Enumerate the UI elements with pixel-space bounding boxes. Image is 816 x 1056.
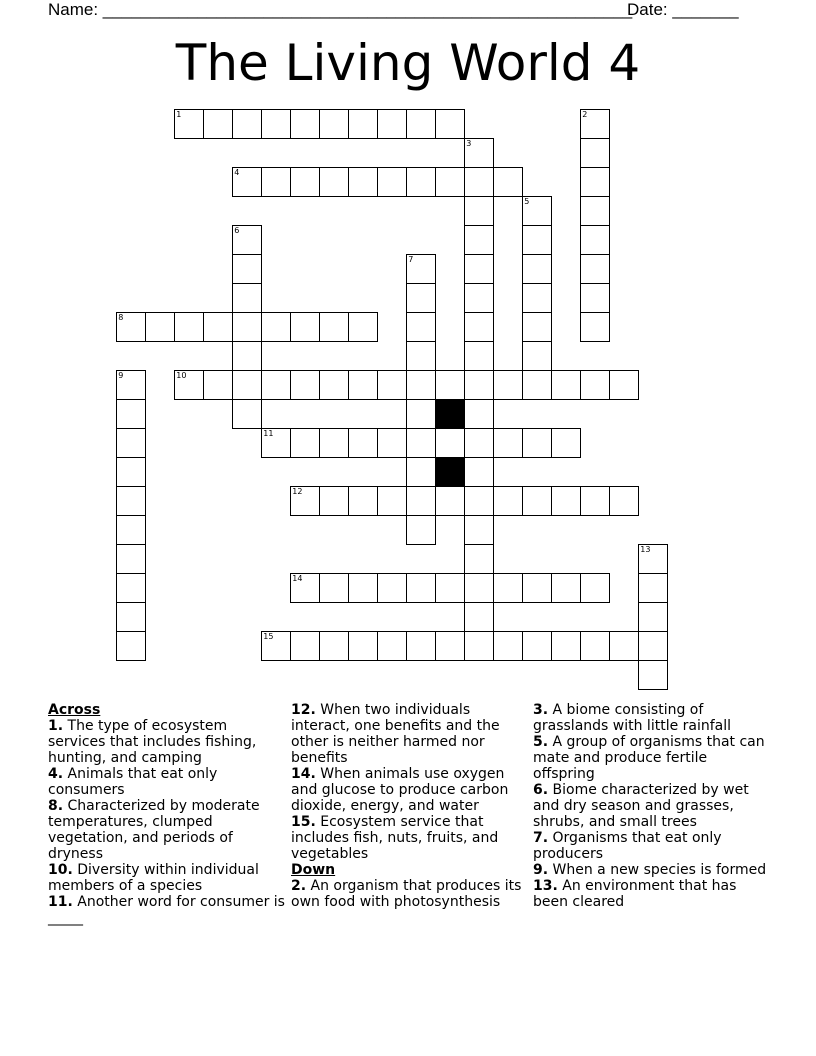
crossword-cell[interactable] — [522, 283, 552, 313]
crossword-cell[interactable] — [551, 631, 581, 661]
crossword-cell[interactable] — [551, 573, 581, 603]
crossword-cell[interactable] — [464, 602, 494, 632]
crossword-cell[interactable] — [464, 196, 494, 226]
clue-number: 12 — [292, 487, 303, 497]
crossword-cell[interactable] — [435, 109, 465, 139]
crossword-cell[interactable] — [522, 428, 552, 458]
crossword-cell[interactable] — [551, 370, 581, 400]
crossword-cell[interactable] — [638, 602, 668, 632]
clue-number: 8 — [118, 313, 124, 323]
crossword-cell[interactable] — [116, 486, 146, 516]
clue-number: 6. — [533, 782, 549, 798]
crossword-cell[interactable] — [435, 428, 465, 458]
crossword-cell[interactable] — [609, 631, 639, 661]
crossword-cell[interactable] — [174, 109, 204, 139]
crossword-cell[interactable] — [290, 312, 320, 342]
clue-number: 4 — [234, 168, 240, 178]
clue-item — [533, 702, 773, 734]
crossword-cell[interactable] — [203, 370, 233, 400]
crossword-cell[interactable] — [493, 631, 523, 661]
crossword-cell[interactable] — [522, 573, 552, 603]
clue-number: 14 — [292, 574, 303, 584]
crossword-cell[interactable] — [464, 312, 494, 342]
clue-number: 2 — [582, 110, 588, 120]
clue-number: 10. — [48, 862, 73, 878]
crossword-cell[interactable] — [261, 631, 291, 661]
crossword-cell[interactable] — [464, 341, 494, 371]
crossword-cell[interactable] — [522, 225, 552, 255]
crossword-cell[interactable] — [174, 312, 204, 342]
across-heading: Across — [48, 702, 101, 718]
crossword-cell[interactable] — [232, 341, 262, 371]
crossword-cell[interactable] — [261, 370, 291, 400]
crossword-cell[interactable] — [348, 109, 378, 139]
crossword-cell[interactable] — [319, 428, 349, 458]
clue-text: The type of ecosystem services that includes fishing, hunting, and camping — [48, 718, 257, 766]
crossword-cell[interactable] — [116, 573, 146, 603]
name-field-label: Name: ________________________________________________________ — [48, 0, 633, 19]
crossword-cell[interactable] — [319, 370, 349, 400]
crossword-cell[interactable] — [290, 370, 320, 400]
crossword-cell[interactable] — [580, 370, 610, 400]
crossword-cell[interactable] — [290, 167, 320, 197]
crossword-cell[interactable] — [319, 312, 349, 342]
crossword-cell[interactable] — [522, 341, 552, 371]
clue-number: 3. — [533, 702, 549, 718]
crossword-cell[interactable] — [232, 312, 262, 342]
crossword-cell[interactable] — [406, 167, 436, 197]
crossword-cell[interactable] — [522, 196, 552, 226]
crossword-cell[interactable] — [580, 138, 610, 168]
clue-text: When a new species is formed — [552, 862, 767, 878]
clue-text: When two individuals interact, one benefits and the other is neither harmed nor benefits — [291, 702, 500, 766]
crossword-cell[interactable] — [406, 254, 436, 284]
clue-item — [533, 878, 773, 910]
crossword-cell[interactable] — [406, 341, 436, 371]
crossword-cell[interactable] — [435, 573, 465, 603]
crossword-cell[interactable] — [464, 138, 494, 168]
crossword-cell[interactable] — [377, 573, 407, 603]
crossword-cell[interactable] — [261, 109, 291, 139]
clue-item — [48, 798, 288, 862]
clue-item — [48, 766, 288, 798]
crossword-cell[interactable] — [377, 109, 407, 139]
crossword-cell[interactable] — [406, 370, 436, 400]
crossword-cell[interactable] — [464, 428, 494, 458]
crossword-cell[interactable] — [261, 167, 291, 197]
clue-number: 7. — [533, 830, 549, 846]
clue-number: 9. — [533, 862, 549, 878]
clue-text: When animals use oxygen and glucose to produce carbon dioxide, energy, and water — [291, 766, 509, 814]
crossword-cell[interactable] — [232, 167, 262, 197]
clue-text: Another word for consumer is _____ — [48, 894, 285, 926]
crossword-cell[interactable] — [522, 486, 552, 516]
clue-number: 15 — [263, 632, 274, 642]
crossword-cell[interactable] — [116, 457, 146, 487]
crossword-cell[interactable] — [377, 428, 407, 458]
crossword-cell[interactable] — [116, 544, 146, 574]
crossword-cell[interactable] — [435, 370, 465, 400]
clue-number: 1 — [176, 110, 182, 120]
crossword-cell[interactable] — [464, 283, 494, 313]
black-cell — [435, 399, 465, 429]
crossword-cell[interactable] — [580, 631, 610, 661]
clue-item — [533, 782, 773, 830]
crossword-cell[interactable] — [406, 631, 436, 661]
crossword-cell[interactable] — [580, 167, 610, 197]
crossword-cell[interactable] — [377, 631, 407, 661]
crossword-cell[interactable] — [435, 486, 465, 516]
crossword-cell[interactable] — [638, 631, 668, 661]
crossword-cell[interactable] — [464, 167, 494, 197]
clue-number: 5 — [524, 197, 530, 207]
crossword-cell[interactable] — [638, 573, 668, 603]
crossword-cell[interactable] — [464, 573, 494, 603]
crossword-cell[interactable] — [261, 428, 291, 458]
crossword-cell[interactable] — [406, 109, 436, 139]
crossword-cell[interactable] — [406, 486, 436, 516]
crossword-cell[interactable] — [580, 109, 610, 139]
crossword-cell[interactable] — [435, 167, 465, 197]
crossword-cell[interactable] — [116, 370, 146, 400]
crossword-cell[interactable] — [551, 428, 581, 458]
crossword-cell[interactable] — [464, 515, 494, 545]
crossword-cell[interactable] — [348, 167, 378, 197]
clue-number: 10 — [176, 371, 187, 381]
clue-number: 15. — [291, 814, 316, 830]
crossword-cell[interactable] — [406, 283, 436, 313]
page-title: The Living World 4 — [175, 34, 641, 92]
crossword-cell[interactable] — [522, 254, 552, 284]
crossword-cell[interactable] — [290, 573, 320, 603]
clue-item — [533, 862, 773, 878]
crossword-cell[interactable] — [232, 254, 262, 284]
crossword-cell[interactable] — [464, 486, 494, 516]
clues-column-1 — [48, 702, 288, 926]
crossword-cell[interactable] — [261, 312, 291, 342]
crossword-cell[interactable] — [580, 225, 610, 255]
crossword-cell[interactable] — [290, 486, 320, 516]
clue-number: 3 — [466, 139, 472, 149]
crossword-cell[interactable] — [406, 312, 436, 342]
crossword-cell[interactable] — [580, 283, 610, 313]
crossword-cell[interactable] — [232, 283, 262, 313]
clue-number: 11 — [263, 429, 274, 439]
crossword-cell[interactable] — [493, 167, 523, 197]
crossword-cell[interactable] — [232, 370, 262, 400]
clue-number: 14. — [291, 766, 316, 782]
clue-item — [533, 830, 773, 862]
clue-text: Organisms that eat only producers — [533, 830, 722, 862]
crossword-cell[interactable] — [203, 109, 233, 139]
crossword-cell[interactable] — [319, 631, 349, 661]
clues-column-2 — [291, 702, 531, 910]
clue-number: 12. — [291, 702, 316, 718]
black-cell — [435, 457, 465, 487]
crossword-cell[interactable] — [493, 428, 523, 458]
clue-item — [291, 766, 531, 814]
crossword-cell[interactable] — [493, 573, 523, 603]
crossword-cell[interactable] — [464, 544, 494, 574]
clue-item — [48, 718, 288, 766]
crossword-cell[interactable] — [319, 109, 349, 139]
clue-number: 13. — [533, 878, 558, 894]
crossword-cell[interactable] — [580, 196, 610, 226]
clue-item — [291, 814, 531, 862]
clue-text: An environment that has been cleared — [533, 878, 737, 910]
crossword-cell[interactable] — [580, 486, 610, 516]
clue-text: Diversity within individual members of a species — [48, 862, 259, 894]
crossword-cell[interactable] — [348, 631, 378, 661]
clues-column-3 — [533, 702, 773, 910]
crossword-cell[interactable] — [464, 370, 494, 400]
clue-text: Ecosystem service that includes fish, nuts, fruits, and vegetables — [291, 814, 499, 862]
date-field-label: Date: _______ — [627, 0, 739, 19]
crossword-cell[interactable] — [464, 457, 494, 487]
crossword-cell[interactable] — [348, 312, 378, 342]
crossword-cell[interactable] — [464, 225, 494, 255]
crossword-cell[interactable] — [116, 428, 146, 458]
crossword-cell[interactable] — [116, 312, 146, 342]
clue-item — [533, 734, 773, 782]
crossword-cell[interactable] — [377, 486, 407, 516]
clue-item — [48, 862, 288, 894]
crossword-cell[interactable] — [406, 457, 436, 487]
crossword-cell[interactable] — [464, 254, 494, 284]
crossword-cell[interactable] — [145, 312, 175, 342]
clue-number: 6 — [234, 226, 240, 236]
crossword-cell[interactable] — [348, 428, 378, 458]
crossword-cell[interactable] — [406, 428, 436, 458]
crossword-cell[interactable] — [522, 370, 552, 400]
clue-text: Biome characterized by wet and dry season and grasses, shrubs, and small trees — [533, 782, 749, 830]
crossword-cell[interactable] — [174, 370, 204, 400]
crossword-cell[interactable] — [290, 109, 320, 139]
crossword-cell[interactable] — [232, 109, 262, 139]
crossword-cell[interactable] — [464, 399, 494, 429]
crossword-cell[interactable] — [638, 660, 668, 690]
crossword-cell[interactable] — [290, 428, 320, 458]
crossword-cell[interactable] — [464, 631, 494, 661]
crossword-cell[interactable] — [609, 486, 639, 516]
clue-number: 2. — [291, 878, 307, 894]
crossword-cell[interactable] — [319, 167, 349, 197]
clue-text: An organism that produces its own food with photosynthesis — [291, 878, 522, 910]
crossword-cell[interactable] — [348, 370, 378, 400]
crossword-cell[interactable] — [609, 370, 639, 400]
crossword-cell[interactable] — [116, 399, 146, 429]
clue-item — [291, 878, 531, 910]
clue-number: 9 — [118, 371, 124, 381]
crossword-cell[interactable] — [348, 486, 378, 516]
crossword-cell[interactable] — [406, 515, 436, 545]
clue-item — [291, 702, 531, 766]
clue-number: 7 — [408, 255, 414, 265]
crossword-cell[interactable] — [580, 312, 610, 342]
clue-text: Characterized by moderate temperatures, clumped vegetation, and periods of dryness — [48, 798, 260, 862]
crossword-cell[interactable] — [638, 544, 668, 574]
crossword-cell[interactable] — [319, 573, 349, 603]
clue-text: A biome consisting of grasslands with little rainfall — [533, 702, 732, 734]
crossword-cell[interactable] — [493, 486, 523, 516]
crossword-cell[interactable] — [580, 573, 610, 603]
crossword-cell[interactable] — [406, 399, 436, 429]
clue-number: 13 — [640, 545, 651, 555]
crossword-cell[interactable] — [116, 602, 146, 632]
clue-number: 5. — [533, 734, 549, 750]
crossword-cell[interactable] — [377, 370, 407, 400]
clue-number: 11. — [48, 894, 73, 910]
clue-text: Animals that eat only consumers — [48, 766, 218, 798]
crossword-cell[interactable] — [522, 631, 552, 661]
crossword-cell[interactable] — [435, 631, 465, 661]
crossword-cell[interactable] — [232, 225, 262, 255]
crossword-cell[interactable] — [348, 573, 378, 603]
clue-item — [48, 894, 288, 926]
clue-number: 4. — [48, 766, 64, 782]
clue-number: 8. — [48, 798, 64, 814]
crossword-cell[interactable] — [203, 312, 233, 342]
crossword-cell[interactable] — [406, 573, 436, 603]
crossword-cell[interactable] — [116, 515, 146, 545]
crossword-cell[interactable] — [319, 486, 349, 516]
crossword-cell[interactable] — [377, 167, 407, 197]
crossword-cell[interactable] — [116, 631, 146, 661]
crossword-cell[interactable] — [522, 312, 552, 342]
down-heading: Down — [291, 862, 336, 878]
clue-text: A group of organisms that can mate and produce fertile offspring — [533, 734, 765, 782]
clue-number: 1. — [48, 718, 64, 734]
crossword-cell[interactable] — [551, 486, 581, 516]
crossword-cell[interactable] — [290, 631, 320, 661]
crossword-cell[interactable] — [493, 370, 523, 400]
crossword-cell[interactable] — [580, 254, 610, 284]
crossword-cell[interactable] — [232, 399, 262, 429]
